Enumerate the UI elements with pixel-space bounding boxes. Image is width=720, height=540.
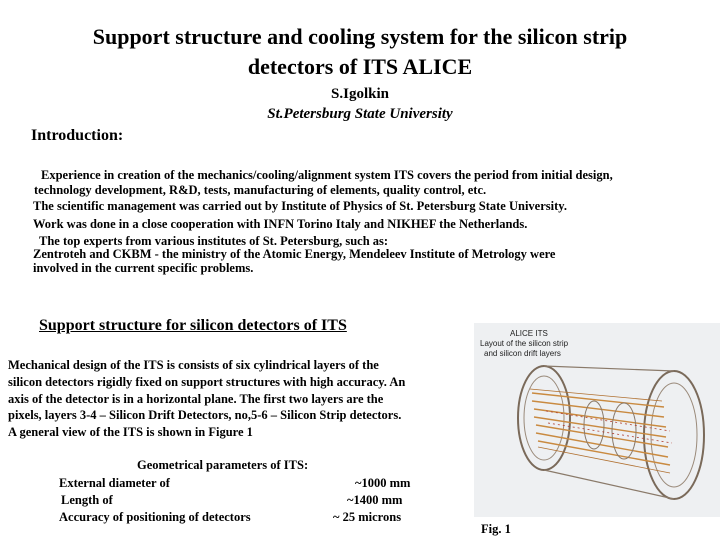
its-layout-figure: [474, 323, 720, 517]
support-text-line: A general view of the ITS is shown in Figure 1: [8, 425, 253, 439]
intro-paragraph-1-line-1: Experience in creation of the mechanics/cooling/alignment system ITS covers the period from initial design,: [41, 168, 613, 182]
geometry-label-length: Length of: [61, 493, 113, 507]
support-text-line: pixels, layers 3-4 – Silicon Drift Detectors, no,5-6 – Silicon Strip detectors.: [8, 408, 402, 422]
intro-paragraph-4-line-3: involved in the current specific problems.: [33, 261, 254, 275]
geometry-heading: Geometrical parameters of ITS:: [137, 458, 309, 472]
affiliation: St.Petersburg State University: [267, 106, 453, 122]
title-line-2: detectors of ITS ALICE: [247, 54, 473, 79]
support-section-heading: Support structure for silicon detectors of ITS: [39, 317, 347, 334]
support-text-line: silicon detectors rigidly fixed on support structures with high accuracy. An: [8, 375, 406, 389]
intro-paragraph-2: The scientific management was carried out by Institute of Physics of St. Petersburg State University.: [33, 199, 567, 213]
geometry-value-diameter: ~1000 mm: [355, 476, 411, 490]
figure-label: Fig. 1: [481, 522, 511, 536]
intro-paragraph-1-line-2: technology development, R&D, tests, manufacturing of elements, quality control, etc.: [34, 183, 487, 197]
support-text-line: Mechanical design of the ITS is consists of six cylindrical layers of the: [8, 358, 379, 372]
author: S.Igolkin: [331, 86, 389, 102]
geometry-label-accuracy: Accuracy of positioning of detectors: [59, 510, 251, 524]
introduction-heading: Introduction:: [31, 127, 124, 144]
support-text-line: axis of the detector is in a horizontal plane. The first two layers are the: [8, 392, 384, 406]
intro-paragraph-3: Work was done in a close cooperation with INFN Torino Italy and NIKHEF the Netherlands.: [33, 217, 528, 231]
figure-caption-line-1: ALICE ITS: [510, 329, 548, 338]
intro-paragraph-4-line-2: Zentroteh and CKBM - the ministry of the Atomic Energy, Mendeleev Institute of Metrology were: [33, 247, 556, 261]
its-layout-drawing: [474, 323, 720, 517]
title-line-1: Support structure and cooling system for the silicon strip: [92, 24, 628, 49]
geometry-label-diameter: External diameter of: [59, 476, 170, 490]
geometry-value-length: ~1400 mm: [347, 493, 403, 507]
geometry-value-accuracy: ~ 25 microns: [333, 510, 402, 524]
intro-paragraph-4-line-1: The top experts from various institutes of St. Petersburg, such as:: [39, 234, 389, 248]
figure-caption-line-3: and silicon drift layers: [484, 349, 561, 358]
figure-caption-line-2: Layout of the silicon strip: [480, 339, 569, 348]
